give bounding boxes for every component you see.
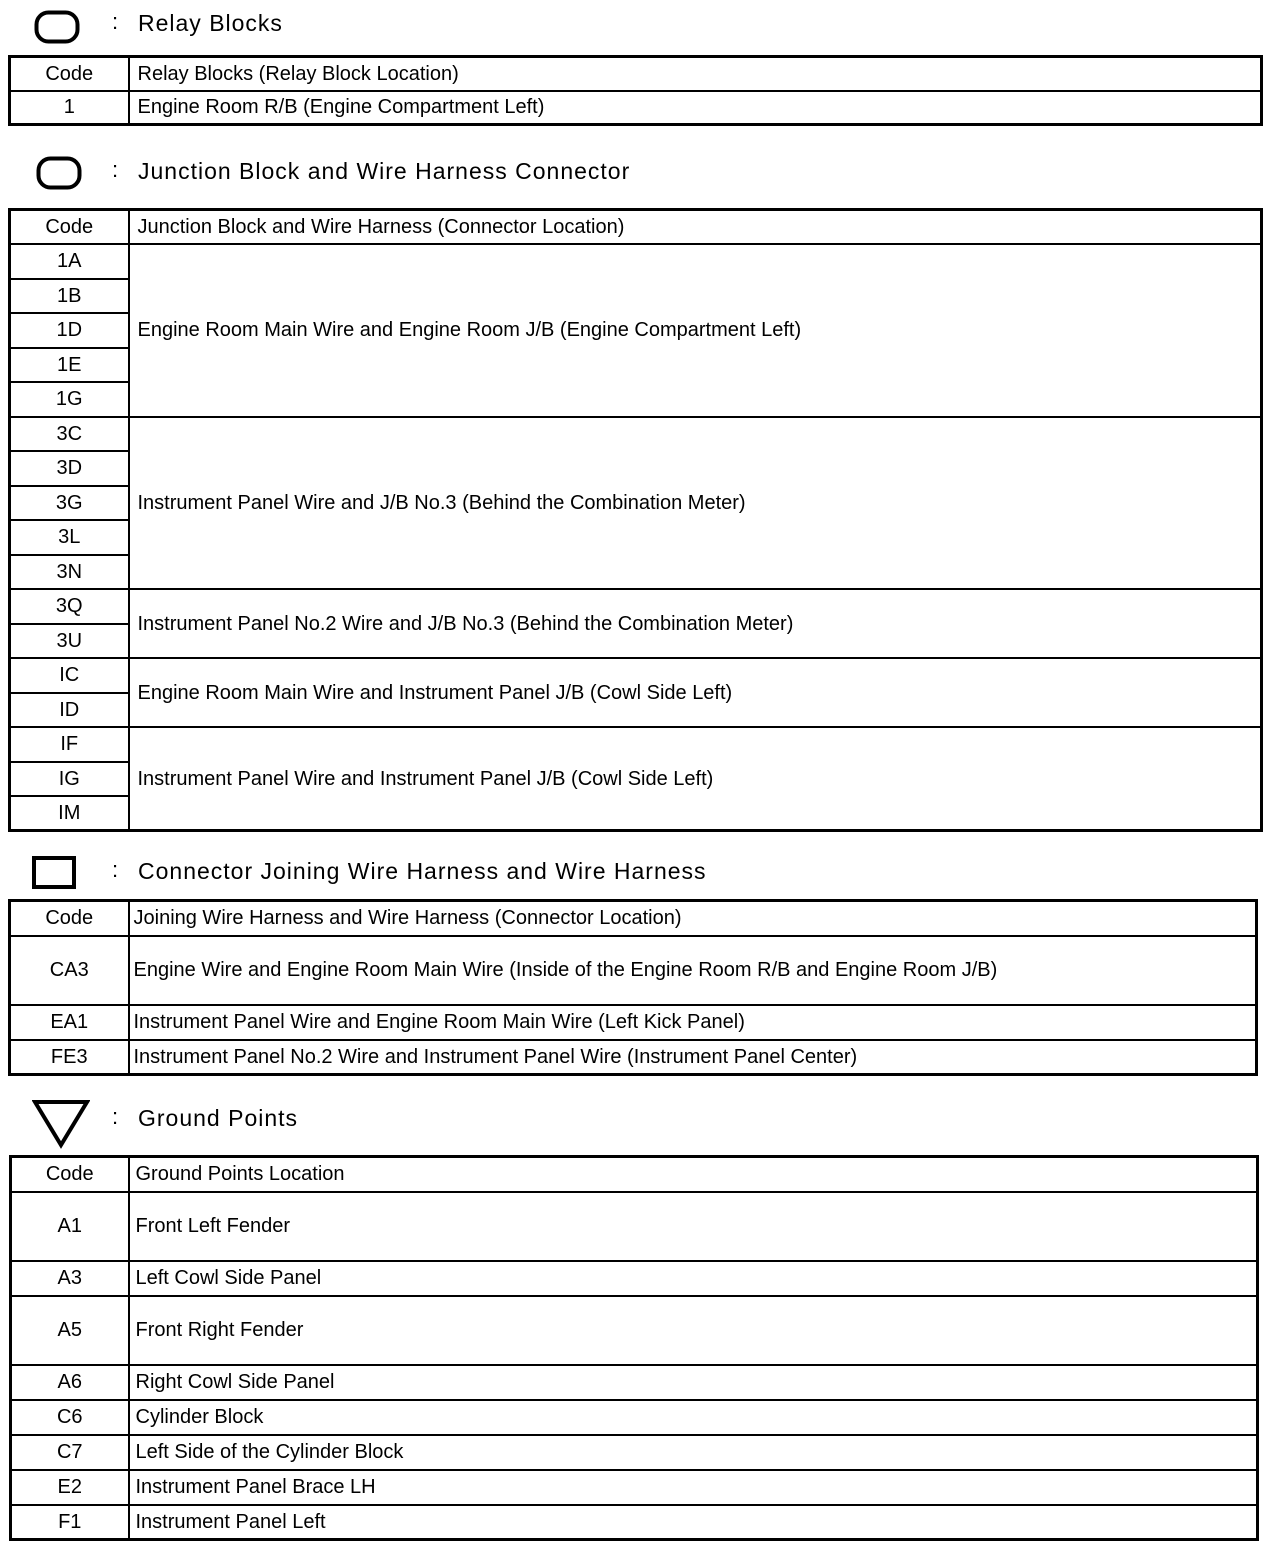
connector-code-cell: 3U bbox=[10, 624, 129, 659]
relay-blocks-title: Relay Blocks bbox=[138, 10, 283, 36]
ground-location-cell: Right Cowl Side Panel bbox=[129, 1365, 1258, 1400]
junction-location-cell: Engine Room Main Wire and Engine Room J/B (Engine Compartment Left) bbox=[129, 244, 1262, 417]
table-header-row bbox=[10, 57, 1262, 91]
ground-points-title: Ground Points bbox=[138, 1105, 299, 1131]
ground-location-cell: Cylinder Block bbox=[129, 1400, 1258, 1435]
junction-location-cell: Instrument Panel Wire and Instrument Panel J/B (Cowl Side Left) bbox=[129, 727, 1262, 831]
heading-colon: : bbox=[112, 9, 119, 34]
connector-code-cell: ID bbox=[10, 693, 129, 728]
ground-location-cell: Instrument Panel Left bbox=[129, 1505, 1258, 1540]
table-row bbox=[10, 244, 1262, 279]
connector-code-cell: IM bbox=[10, 796, 129, 831]
connector-code-cell: 1A bbox=[10, 244, 129, 279]
ground-code-cell: A1 bbox=[11, 1192, 129, 1261]
junction-block-title: Junction Block and Wire Harness Connector bbox=[138, 158, 631, 184]
junction-block-table bbox=[8, 208, 1263, 832]
connector-code-cell: 1D bbox=[10, 313, 129, 348]
heading-colon: : bbox=[112, 1104, 119, 1129]
connector-code-cell: 1G bbox=[10, 382, 129, 417]
table-row bbox=[11, 1400, 1258, 1435]
connector-joining-heading bbox=[0, 852, 1280, 896]
connector-code-cell: IG bbox=[10, 762, 129, 797]
relay-code-cell: 1 bbox=[10, 91, 129, 125]
table-row bbox=[11, 1192, 1258, 1261]
ground-code-cell: C7 bbox=[11, 1435, 129, 1470]
connector-code-cell: 3D bbox=[10, 451, 129, 486]
ground-code-cell: A6 bbox=[11, 1365, 129, 1400]
code-header: Code bbox=[10, 210, 129, 245]
ground-code-cell: E2 bbox=[11, 1470, 129, 1505]
relay-location-cell: Engine Room R/B (Engine Compartment Left) bbox=[129, 91, 1262, 125]
table-header-row bbox=[10, 210, 1262, 245]
table-row bbox=[10, 658, 1262, 693]
table-row bbox=[10, 589, 1262, 624]
table-row bbox=[11, 1365, 1258, 1400]
ground-points-table bbox=[9, 1155, 1259, 1541]
connector-code-cell: EA1 bbox=[10, 1005, 129, 1040]
table-row bbox=[10, 1040, 1257, 1075]
table-row bbox=[11, 1435, 1258, 1470]
location-header: Ground Points Location bbox=[129, 1157, 1258, 1192]
relay-block-rounded-rect-icon bbox=[34, 10, 80, 46]
connector-joining-title: Connector Joining Wire Harness and Wire Harness bbox=[138, 858, 707, 884]
location-header: Joining Wire Harness and Wire Harness (Connector Location) bbox=[129, 901, 1257, 936]
table-header-row bbox=[11, 1157, 1258, 1192]
code-header: Code bbox=[11, 1157, 129, 1192]
relay-blocks-table bbox=[8, 55, 1263, 126]
heading-colon: : bbox=[112, 157, 119, 182]
table-row bbox=[10, 936, 1257, 1005]
ground-location-cell: Instrument Panel Brace LH bbox=[129, 1470, 1258, 1505]
relay-blocks-heading bbox=[0, 6, 1280, 50]
junction-block-heading bbox=[0, 154, 1280, 198]
code-header: Code bbox=[10, 901, 129, 936]
ground-code-cell: A5 bbox=[11, 1296, 129, 1365]
table-row bbox=[11, 1470, 1258, 1505]
connector-code-cell: 3L bbox=[10, 520, 129, 555]
ground-location-cell: Left Cowl Side Panel bbox=[129, 1261, 1258, 1296]
connector-code-cell: 1E bbox=[10, 348, 129, 383]
connector-code-cell: 3Q bbox=[10, 589, 129, 624]
ground-location-cell: Front Right Fender bbox=[129, 1296, 1258, 1365]
ground-code-cell: C6 bbox=[11, 1400, 129, 1435]
connector-code-cell: FE3 bbox=[10, 1040, 129, 1075]
connector-code-cell: CA3 bbox=[10, 936, 129, 1005]
ground-code-cell: F1 bbox=[11, 1505, 129, 1540]
connector-code-cell: 3C bbox=[10, 417, 129, 452]
connector-location-cell: Instrument Panel No.2 Wire and Instrument Panel Wire (Instrument Panel Center) bbox=[129, 1040, 1257, 1075]
table-row bbox=[10, 91, 1262, 125]
table-row bbox=[11, 1296, 1258, 1365]
connector-code-cell: 3G bbox=[10, 486, 129, 521]
table-row bbox=[10, 1005, 1257, 1040]
ground-triangle-icon bbox=[32, 1099, 90, 1149]
connector-square-icon bbox=[32, 856, 78, 892]
ground-location-cell: Left Side of the Cylinder Block bbox=[129, 1435, 1258, 1470]
junction-location-cell: Instrument Panel No.2 Wire and J/B No.3 (Behind the Combination Meter) bbox=[129, 589, 1262, 658]
connector-joining-table bbox=[8, 899, 1258, 1076]
connector-code-cell: IC bbox=[10, 658, 129, 693]
table-header-row bbox=[10, 901, 1257, 936]
table-row bbox=[11, 1505, 1258, 1540]
connector-code-cell: 1B bbox=[10, 279, 129, 314]
location-header: Junction Block and Wire Harness (Connector Location) bbox=[129, 210, 1262, 245]
ground-code-cell: A3 bbox=[11, 1261, 129, 1296]
code-header: Code bbox=[10, 57, 129, 91]
junction-location-cell: Engine Room Main Wire and Instrument Panel J/B (Cowl Side Left) bbox=[129, 658, 1262, 727]
ground-points-heading bbox=[0, 1097, 1280, 1149]
connector-code-cell: 3N bbox=[10, 555, 129, 590]
junction-block-rounded-rect-icon bbox=[36, 156, 82, 192]
ground-location-cell: Front Left Fender bbox=[129, 1192, 1258, 1261]
junction-location-cell: Instrument Panel Wire and J/B No.3 (Behind the Combination Meter) bbox=[129, 417, 1262, 590]
connector-location-cell: Engine Wire and Engine Room Main Wire (Inside of the Engine Room R/B and Engine Room J/B) bbox=[129, 936, 1257, 1005]
location-header: Relay Blocks (Relay Block Location) bbox=[129, 57, 1262, 91]
table-row bbox=[10, 417, 1262, 452]
table-row bbox=[10, 727, 1262, 762]
connector-code-cell: IF bbox=[10, 727, 129, 762]
heading-colon: : bbox=[112, 857, 119, 882]
table-row bbox=[11, 1261, 1258, 1296]
connector-location-cell: Instrument Panel Wire and Engine Room Main Wire (Left Kick Panel) bbox=[129, 1005, 1257, 1040]
